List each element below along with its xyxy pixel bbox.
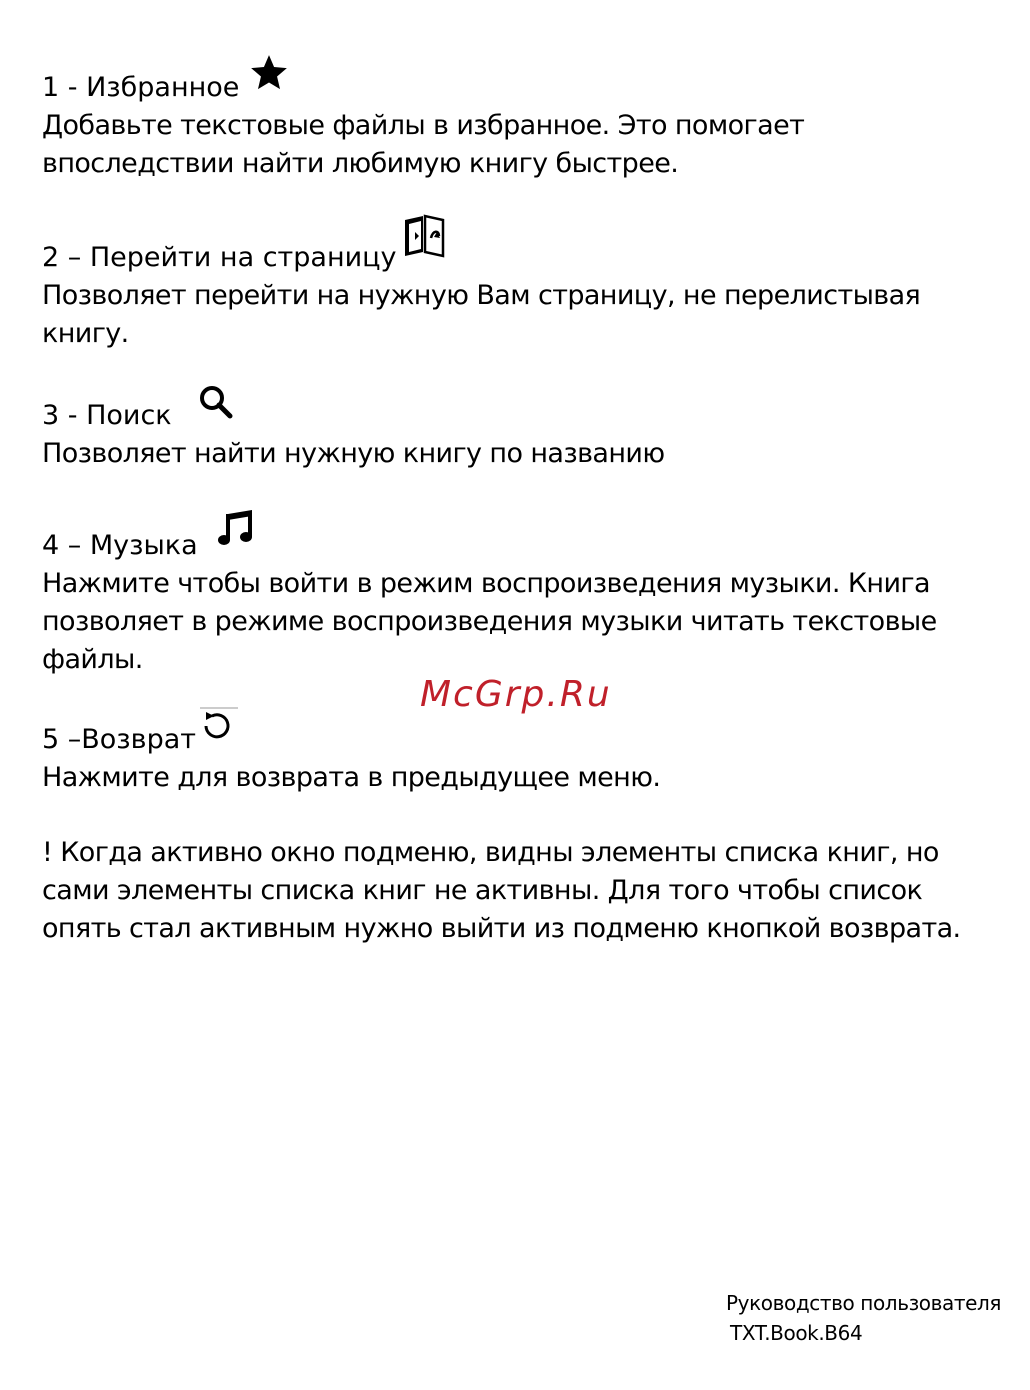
section-description: [42, 435, 982, 473]
note-line: ! Когда активно окно подменю, видны элементы списка книг, но: [42, 837, 939, 868]
note-line: опять стал активным нужно выйти из подменю кнопкой возврата.: [42, 913, 961, 944]
section-heading: [42, 212, 982, 277]
heading-text: 1 - Избранное: [42, 72, 240, 103]
music-note-icon: [216, 508, 256, 559]
note-line: сами элементы списка книг не активны. Для того чтобы список: [42, 875, 923, 906]
section-heading: [42, 384, 982, 435]
warning-note: [42, 834, 1002, 948]
section-music: [42, 508, 982, 679]
description-line: Нажмите чтобы войти в режим воспроизведения музыки. Книга: [42, 568, 930, 599]
description-line: Нажмите для возврата в предыдущее меню.: [42, 762, 661, 793]
section-return: [42, 706, 982, 797]
watermark-text: McGrp.Ru: [420, 674, 612, 715]
page-footer: [726, 1288, 1001, 1348]
return-icon: [198, 706, 240, 753]
footer-model-name: TXT.Book.B64: [730, 1321, 863, 1345]
section-heading: [42, 706, 982, 759]
description-line: Позволяет найти нужную книгу по названию: [42, 438, 665, 469]
footer-manual-title: Руководство пользователя: [726, 1291, 1002, 1315]
section-description: [42, 565, 982, 679]
section-favorites: [42, 52, 982, 183]
heading-text: 5 –Возврат: [42, 724, 196, 755]
heading-text: 3 - Поиск: [42, 400, 172, 431]
section-heading: [42, 52, 982, 107]
description-line: Добавьте текстовые файлы в избранное. Это помогает: [42, 110, 805, 141]
section-search: [42, 384, 982, 473]
star-icon: [247, 52, 291, 105]
section-description: [42, 107, 982, 183]
search-icon: [198, 384, 234, 431]
section-description: [42, 759, 982, 797]
section-heading: [42, 508, 982, 565]
description-line: книгу.: [42, 318, 129, 349]
description-line: позволяет в режиме воспроизведения музыки читать текстовые: [42, 606, 937, 637]
page-jump-icon: [401, 212, 447, 273]
section-goto-page: [42, 212, 982, 353]
description-line: файлы.: [42, 644, 143, 675]
description-line: впоследствии найти любимую книгу быстрее.: [42, 148, 679, 179]
heading-text: 4 – Музыка: [42, 530, 198, 561]
heading-text: 2 – Перейти на страницу: [42, 242, 397, 273]
description-line: Позволяет перейти на нужную Вам страницу, не перелистывая: [42, 280, 921, 311]
section-description: [42, 277, 982, 353]
